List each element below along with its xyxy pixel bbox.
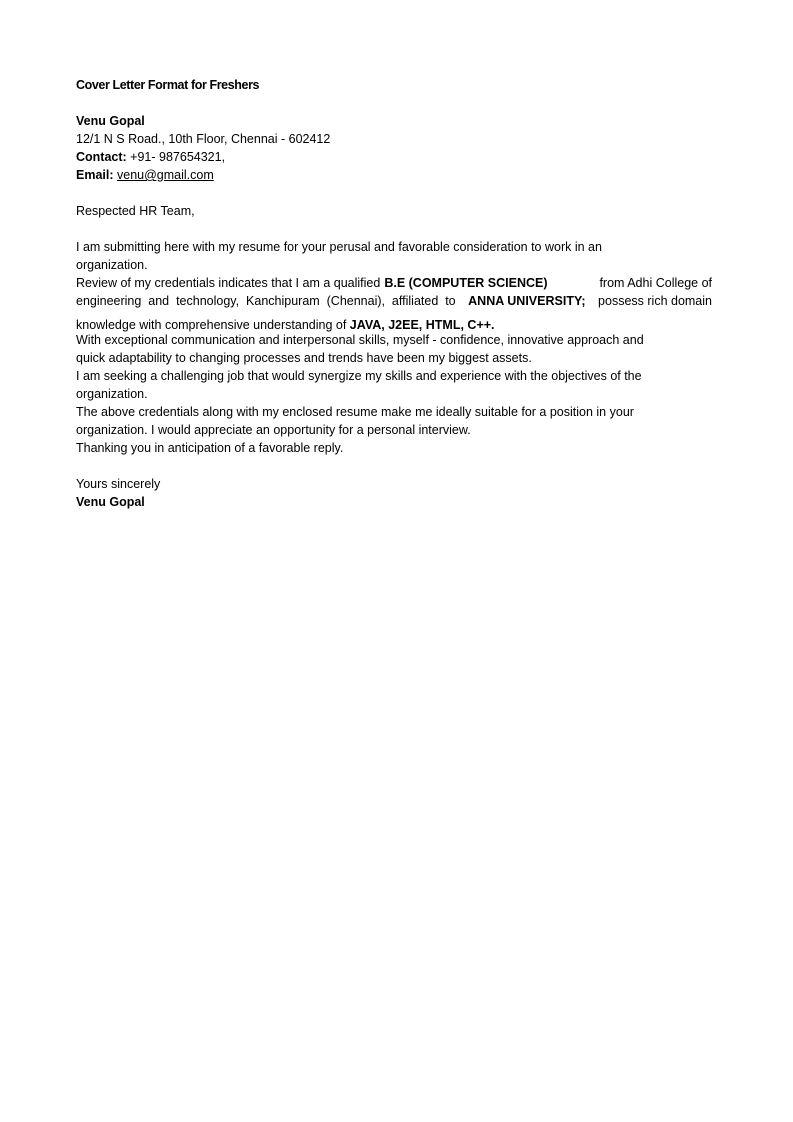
email-link[interactable]: venu@gmail.com [117, 168, 214, 182]
document-title: Cover Letter Format for Freshers [76, 78, 260, 92]
body-line: The above credentials along with my enclosed resume make me ideally suitable for a position in your [76, 405, 634, 419]
body-line: quick adaptability to changing processes and trends have been my biggest assets. [76, 351, 532, 365]
body-line: organization. [76, 258, 148, 272]
sender-email [76, 166, 214, 184]
body-line: knowledge with comprehensive understanding of JAVA, J2EE, HTML, C++. [76, 318, 495, 332]
body-line: organization. I would appreciate an opportunity for a personal interview. [76, 423, 471, 437]
university-highlight: ANNA UNIVERSITY; [468, 294, 586, 308]
sender-contact [76, 148, 225, 166]
degree-highlight: B.E (COMPUTER SCIENCE) [384, 276, 548, 290]
body-line: I am submitting here with my resume for your perusal and favorable consideration to work in an [76, 240, 602, 254]
contact-value: +91- 987654321, [126, 150, 226, 164]
signature-name: Venu Gopal [76, 495, 145, 509]
salutation: Respected HR Team, [76, 204, 195, 218]
sender-address: 12/1 N S Road., 10th Floor, Chennai - 602412 [76, 132, 331, 146]
body-line: Review of my credentials indicates that I am a qualified B.E (COMPUTER SCIENCE) from Adhi College of [76, 276, 712, 290]
sender-name: Venu Gopal [76, 114, 145, 128]
closing: Yours sincerely [76, 477, 161, 491]
body-line: Thanking you in anticipation of a favorable reply. [76, 441, 344, 455]
body-line: With exceptional communication and interpersonal skills, myself - confidence, innovative approach and [76, 333, 644, 347]
skills-highlight: JAVA, J2EE, HTML, C++. [349, 318, 495, 332]
body-line: I am seeking a challenging job that would synergize my skills and experience with the objectives of the [76, 369, 642, 383]
body-line: organization. [76, 387, 148, 401]
contact-label: Contact: [76, 150, 127, 164]
email-label: Email: [76, 168, 114, 182]
body-line: engineering and technology, Kanchipuram (Chennai), affiliated to ANNA UNIVERSITY; possess rich domain [76, 294, 712, 308]
